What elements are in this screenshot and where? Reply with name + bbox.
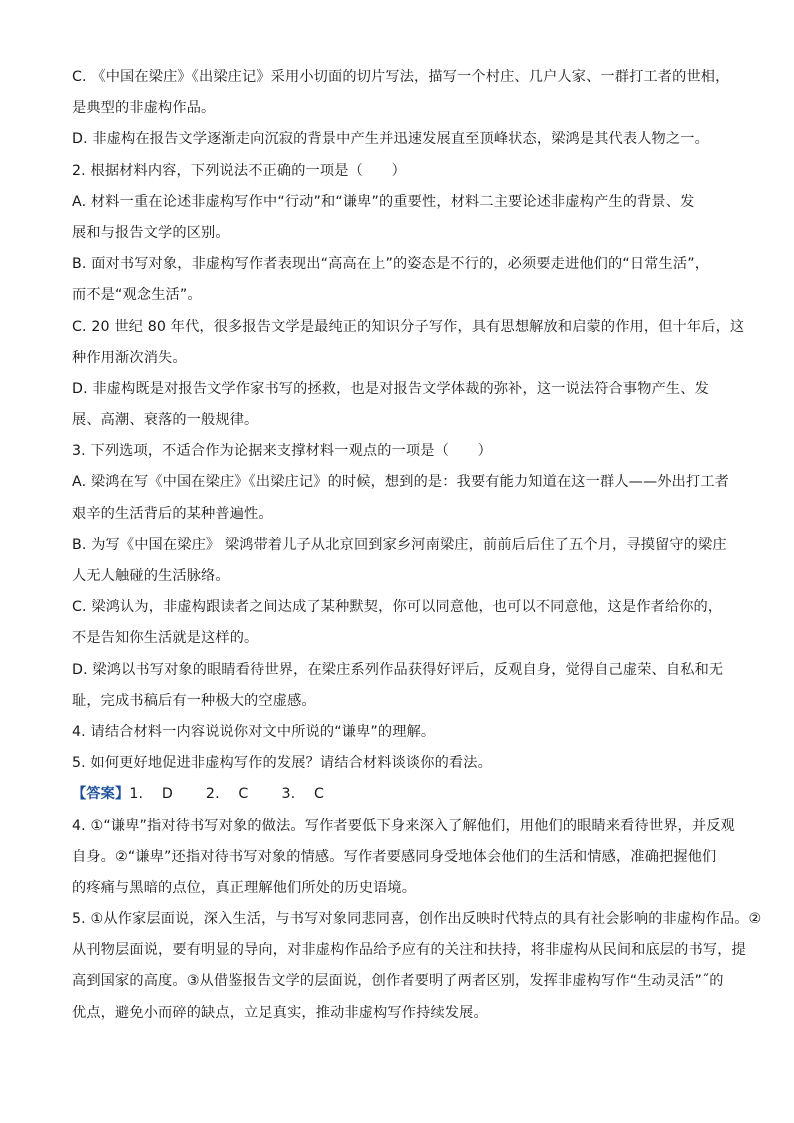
question-3-option-c-line-1: C. 梁鸿认为，非虚构跟读者之间达成了某种默契，你可以同意他，也可以不同意他，这是作者给你的， [72,599,723,616]
question-1-option-d: D. 非虚构在报告文学逐渐走向沉寂的背景中产生并迅速发展直至顶峰状态，梁鸿是其代表人物之一。 [72,131,709,148]
question-3-option-d-line-1: D. 梁鸿以书写对象的眼睛看待世界，在梁庄系列作品获得好评后，反观自身，觉得自己虚荣、自私和无 [72,661,724,678]
answer-5-line-4: 优点，避免小而碎的缺点，立足真实，推动非虚构写作持续发展。 [72,1004,488,1021]
question-2-option-d-line-2: 展、高潮、衰落的一般规律。 [72,412,259,429]
answer-values: 1. D 2. C 3. C [129,786,325,803]
answer-5-line-2: 从刊物层面说，要有明显的导向，对非虚构作品给予应有的关注和扶持，将非虚构从民间和底层的书写，提 [72,942,746,959]
question-2-option-b-line-1: B. 面对书写对象，非虚构写作者表现出“高高在上”的姿态是不行的，必须要走进他们的“日常生活”， [72,256,710,273]
question-3-option-d-line-2: 耻，完成书稿后有一种极大的空虚感。 [72,692,316,709]
question-3-option-a-line-1: A. 梁鸿在写《中国在梁庄》《出梁庄记》的时候，想到的是：我要有能力知道在这一群人——外出打工者 [72,474,730,491]
question-5-stem: 5. 如何更好地促进非虚构写作的发展？请结合材料谈谈你的看法。 [72,755,492,772]
question-3-stem: 3. 下列选项，不适合作为论据来支撑材料一观点的一项是（ ） [72,443,492,460]
question-1-option-c-line-1: C. 《中国在梁庄》《出梁庄记》采用小切面的切片写法，描写一个村庄、几户人家、一群打工者的世相， [72,69,730,85]
document-body [72,62,762,1029]
question-3-option-a-line-2: 艰辛的生活背后的某种普遍性。 [72,505,273,522]
question-2-option-c-line-1: C. 20 世纪 80 年代，很多报告文学是最纯正的知识分子写作，具有思想解放和启蒙的作用，但十年后，这 [72,318,745,335]
question-3-option-b-line-2: 人无人触碰的生活脉络。 [72,568,230,584]
question-4-stem: 4. 请结合材料一内容说说你对文中所说的“谦卑”的理解。 [72,723,436,740]
question-2-stem: 2. 根据材料内容，下列说法不正确的一项是（ ） [72,162,406,179]
question-2-option-b-line-2: 而不是“观念生活”。 [72,287,202,304]
question-2-option-a-line-2: 展和与报告文学的区别。 [72,224,230,241]
answer-label: 【答案】 [72,786,130,803]
answer-5-line-1: 5. ①从作家层面说，深入生活，与书写对象同悲同喜，创作出反映时代特点的具有社会影响的非虚构作品。② [72,911,762,928]
answer-5-line-3: 高到国家的高度。③从借鉴报告文学的层面说，创作者要明了两者区别，发挥非虚构写作“生动灵活”˝的 [72,973,724,990]
question-2-option-d-line-1: D. 非虚构既是对报告文学作家书写的拯救，也是对报告文学体裁的弥补，这一说法符合事物产生、发 [72,380,709,397]
answer-4-line-2: 自身。②“谦卑”还指对待书写对象的情感。写作者要感同身受地体会他们的生活和情感，准确把握他们 [72,848,717,865]
question-2-option-c-line-2: 种作用渐次消失。 [72,349,187,366]
answer-4-line-1: 4. ①“谦卑”指对待书写对象的做法。写作者要低下身来深入了解他们，用他们的眼睛来看待世界，并反观 [72,817,735,834]
question-2-option-a-line-1: A. 材料一重在论述非虚构写作中“行动”和“谦卑”的重要性，材料二主要论述非虚构产生的背景、发 [72,193,695,210]
question-3-option-c-line-2: 不是告知你生活就是这样的。 [72,630,259,647]
answer-key [72,779,727,810]
question-1-option-c-line-2: 是典型的非虚构作品。 [72,100,216,117]
question-3-option-b-line-1: B. 为写《中国在梁庄》 梁鸿带着儿子从北京回到家乡河南梁庄，前前后后住了五个月，寻摸留守的梁庄 [72,536,727,553]
answer-4-line-3: 的疼痛与黑暗的点位，真正理解他们所处的历史语境。 [72,879,417,896]
